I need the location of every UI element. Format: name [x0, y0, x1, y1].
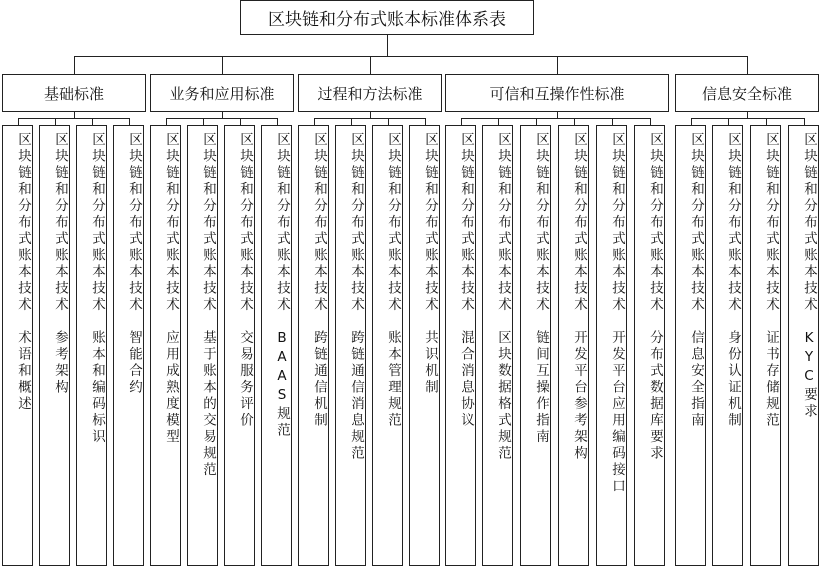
leaf-connector	[55, 118, 56, 125]
standard-leaf-label: 区块链和分布式账本技术 证书存储规范	[763, 132, 779, 429]
category-connector	[557, 56, 558, 74]
subcategory-bus	[166, 118, 278, 119]
leaf-connector	[498, 118, 499, 125]
standard-leaf-box	[113, 125, 144, 566]
standard-leaf-box	[150, 125, 181, 566]
standard-leaf-box	[2, 125, 33, 566]
category-box	[445, 74, 669, 112]
standard-leaf-label: 区块链和分布式账本技术 BAAS规范	[274, 132, 290, 439]
standard-leaf-box	[224, 125, 255, 566]
subcategory-bus	[18, 118, 130, 119]
standard-leaf-label: 区块链和分布式账本技术 交易服务评价	[237, 132, 253, 429]
standard-leaf-label: 区块链和分布式账本技术 智能合约	[126, 132, 142, 396]
leaf-connector	[277, 118, 278, 125]
subcategory-bus	[691, 118, 805, 119]
standard-leaf-label: 区块链和分布式账本技术 开发平台参考架构	[571, 132, 587, 462]
standard-leaf-box	[372, 125, 403, 566]
standard-leaf-box	[261, 125, 292, 566]
leaf-connector	[728, 118, 729, 125]
standard-leaf-label: 区块链和分布式账本技术 跨链通信消息规范	[348, 132, 364, 462]
leaf-connector	[129, 118, 130, 125]
standard-leaf-box	[445, 125, 476, 566]
standard-leaf-label: 区块链和分布式账本技术 混合消息协议	[458, 132, 474, 429]
leaf-connector	[804, 118, 805, 125]
root-title: 区块链和分布式账本标准体系表	[268, 10, 506, 30]
leaf-connector	[351, 118, 352, 125]
standard-leaf-box	[39, 125, 70, 566]
standard-leaf-label: 区块链和分布式账本技术 链间互操作指南	[533, 132, 549, 446]
standard-leaf-label: 区块链和分布式账本技术 开发平台应用编码接口	[609, 132, 625, 495]
standard-leaf-box	[558, 125, 589, 566]
category-box	[2, 74, 146, 112]
standard-leaf-box	[409, 125, 440, 566]
category-label: 信息安全标准	[701, 84, 792, 103]
standard-leaf-box	[76, 125, 107, 566]
standard-leaf-box	[298, 125, 329, 566]
category-box	[675, 74, 819, 112]
standard-leaf-box	[750, 125, 781, 566]
standard-leaf-label: 区块链和分布式账本技术 KYC要求	[801, 132, 817, 420]
category-bus	[74, 56, 748, 57]
leaf-connector	[314, 118, 315, 125]
standard-leaf-label: 区块链和分布式账本技术 跨链通信机制	[311, 132, 327, 429]
standard-leaf-label: 区块链和分布式账本技术 账本和编码标识	[89, 132, 105, 446]
category-connector	[222, 56, 223, 74]
leaf-connector	[425, 118, 426, 125]
standard-leaf-label: 区块链和分布式账本技术 信息安全指南	[688, 132, 704, 429]
category-connector	[747, 56, 748, 74]
leaf-connector	[461, 118, 462, 125]
standard-leaf-box	[520, 125, 551, 566]
standard-leaf-box	[482, 125, 513, 566]
standard-leaf-box	[596, 125, 627, 566]
leaf-connector	[166, 118, 167, 125]
standard-leaf-box	[712, 125, 743, 566]
leaf-connector	[388, 118, 389, 125]
leaf-connector	[612, 118, 613, 125]
root-title-box	[240, 0, 534, 35]
standard-leaf-label: 区块链和分布式账本技术 应用成熟度模型	[163, 132, 179, 446]
subcategory-bus	[461, 118, 651, 119]
category-label: 可信和互操作性标准	[489, 84, 625, 103]
leaf-connector	[92, 118, 93, 125]
category-connector	[74, 56, 75, 74]
category-label: 业务和应用标准	[169, 84, 275, 103]
leaf-connector	[203, 118, 204, 125]
standard-leaf-box	[675, 125, 706, 566]
category-box	[150, 74, 294, 112]
leaf-connector	[536, 118, 537, 125]
leaf-connector	[240, 118, 241, 125]
root-connector	[387, 35, 388, 56]
standard-leaf-label: 区块链和分布式账本技术 账本管理规范	[385, 132, 401, 429]
leaf-connector	[574, 118, 575, 125]
category-label: 基础标准	[43, 84, 104, 103]
standard-leaf-label: 区块链和分布式账本技术 区块数据格式规范	[495, 132, 511, 462]
category-connector	[370, 56, 371, 74]
leaf-connector	[650, 118, 651, 125]
standard-leaf-box	[187, 125, 218, 566]
standard-leaf-label: 区块链和分布式账本技术 共识机制	[422, 132, 438, 396]
leaf-connector	[691, 118, 692, 125]
leaf-connector	[18, 118, 19, 125]
leaf-connector	[766, 118, 767, 125]
standard-leaf-label: 区块链和分布式账本技术 参考架构	[52, 132, 68, 396]
standard-leaf-label: 区块链和分布式账本技术 身份认证机制	[725, 132, 741, 429]
category-box	[298, 74, 442, 112]
standard-leaf-box	[634, 125, 665, 566]
subcategory-bus	[314, 118, 426, 119]
standard-leaf-label: 区块链和分布式账本技术 基于账本的交易规范	[200, 132, 216, 479]
standard-leaf-box	[335, 125, 366, 566]
standard-leaf-label: 区块链和分布式账本技术 术语和概述	[15, 132, 31, 413]
category-label: 过程和方法标准	[317, 84, 423, 103]
standard-leaf-box	[788, 125, 819, 566]
standard-leaf-label: 区块链和分布式账本技术 分布式数据库要求	[647, 132, 663, 462]
